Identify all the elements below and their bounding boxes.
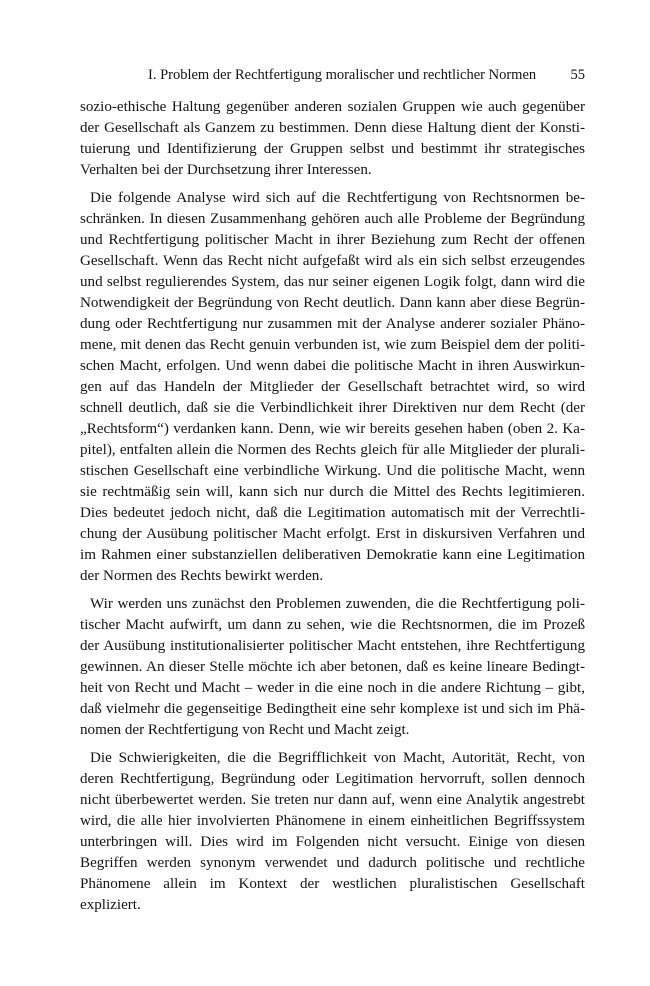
running-title: I. Problem der Rechtfertigung moralischer und rechtlicher Normen [148,67,537,83]
paragraph-1: sozio-ethische Haltung gegenüber anderen sozialen Gruppen wie auch gegenüber der Gesellschaft als Ganzem zu bestimmen. Denn diese Haltung dient der Konstituierung und Identifizierung der Gruppen selbst und bestimmt ihr strategisches Verhalten bei der Durchsetzung ihrer Interessen. [80,99,585,178]
page-header [80,66,585,84]
page-number: 55 [570,67,585,83]
paragraph-2: Die folgende Analyse wird sich auf die Rechtfertigung von Rechtsnormen beschränken. In diesen Zusammenhang gehören auch alle Probleme der Begründung und Rechtfertigung politischer Macht in ihrer Beziehung zum Recht der offenen Gesellschaft. Wenn das Recht nicht aufgefaßt wird als ein sich selbst erzeugendes und selbst regulierendes System, das nur seiner eigenen Logik folgt, dann wird die Notwendigkeit der Begründung von Recht deutlich. Dann kann aber diese Begründung oder Rechtfertigung nur zusammen mit der Analyse anderer sozialer Phänomene, mit denen das Recht genuin verbunden ist, wie zum Beispiel dem der politischen Macht, erfolgen. Und wenn dabei die politische Macht in ihren Auswirkungen auf das Handeln der Mitglieder der Gesellschaft betrachtet wird, so wird schnell deutlich, daß sie die Verbindlichkeit ihrer Direktiven nur dem Recht (der „Rechtsform“) verdanken kann. Denn, wie wir bereits gesehen haben (oben 2. Kapitel), entfalten allein die Normen des Rechts gleich für alle Mitglieder der pluralistischen Gesellschaft eine verbindliche Wirkung. Und die politische Macht, wenn sie rechtmäßig sein will, kann sich nur durch die Mittel des Rechts legitimieren. Dies bedeutet jedoch nicht, daß die Legitimation automatisch mit der Verrechtlichung der Ausübung politischer Macht erfolgt. Erst in diskursiven Verfahren und im Rahmen einer substanziellen deliberativen Demokratie kann eine Legitimation der Normen des Rechts bewirkt werden. [80,190,585,584]
paragraph-3: Wir werden uns zunächst den Problemen zuwenden, die die Rechtfertigung politischer Macht aufwirft, um dann zu sehen, wie die Rechtsnormen, die im Prozeß der Ausübung institutionalisierter politischer Macht entstehen, ihre Rechtfertigung gewinnen. An dieser Stelle möchte ich aber betonen, daß es keine lineare Bedingtheit von Recht und Macht – weder in die eine noch in die andere Richtung – gibt, daß vielmehr die gegenseitige Bedingtheit eine sehr komplexe ist und sich im Phänomen der Rechtfertigung von Recht und Macht zeigt. [80,596,585,738]
paragraph-4: Die Schwierigkeiten, die die Begrifflichkeit von Macht, Autorität, Recht, von deren Rechtfertigung, Begründung oder Legitimation hervorruft, sollen dennoch nicht überbewertet werden. Sie treten nur dann auf, wenn eine Analytik angestrebt wird, die alle hier involvierten Phänomene in einem einheitlichen Begriffssystem unterbringen will. Dies wird im Folgenden nicht versucht. Einige von diesen Begriffen werden synonym verwendet und dadurch politische und rechtliche Phänomene allein im Kontext der westlichen pluralistischen Gesellschaft expliziert. [80,750,585,913]
body-text [80,97,585,923]
